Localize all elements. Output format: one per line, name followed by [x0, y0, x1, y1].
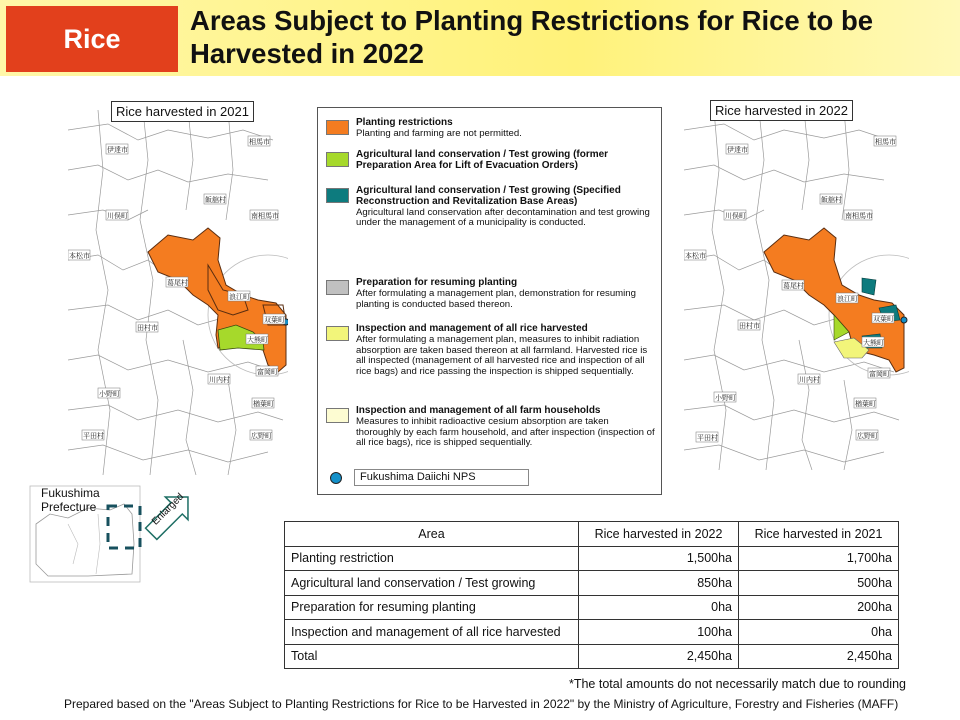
header-2022: Rice harvested in 2022: [579, 522, 739, 547]
svg-text:本松市: 本松市: [685, 252, 706, 260]
svg-text:田村市: 田村市: [739, 322, 760, 330]
svg-text:伊達市: 伊達市: [727, 146, 748, 154]
svg-text:田村市: 田村市: [137, 324, 158, 332]
legend-swatch: [326, 188, 349, 203]
value-2021: 500ha: [739, 571, 899, 596]
row-label: Inspection and management of all rice harvested: [285, 620, 579, 645]
legend-item-former-preparation: [326, 150, 656, 172]
table-row: [285, 571, 899, 596]
legend-swatch: [326, 326, 349, 341]
table-row: [285, 595, 899, 620]
area-table: [284, 521, 899, 669]
svg-text:浪江町: 浪江町: [837, 295, 858, 303]
svg-text:相馬市: 相馬市: [875, 138, 896, 146]
header-2021: Rice harvested in 2021: [739, 522, 899, 547]
svg-text:川内村: 川内村: [799, 376, 820, 384]
map-2022-label: Rice harvested in 2022: [710, 100, 853, 121]
legend-swatch: [326, 152, 349, 167]
svg-text:広野町: 広野町: [857, 432, 878, 440]
legend-desc: Measures to inhibit radioactive cesium absorption are taken thoroughly by each farm household, and after inspection (inspection of all rice bags), rice is shipped sequentially.: [356, 415, 655, 449]
legend-title: Planting restrictions: [356, 117, 453, 128]
legend-title: Inspection and management of all farm households: [356, 405, 601, 416]
legend-title: Agricultural land conservation / Test growing (former Preparation Area for Lift of Evacuation Orders): [356, 149, 609, 171]
svg-text:川俣町: 川俣町: [107, 212, 128, 220]
row-label: Planting restriction: [285, 546, 579, 571]
row-label: Total: [285, 644, 579, 669]
svg-text:大熊町: 大熊町: [247, 336, 268, 344]
svg-text:川俣町: 川俣町: [725, 212, 746, 220]
svg-text:飯舘村: 飯舘村: [821, 196, 842, 204]
svg-text:双葉町: 双葉町: [264, 316, 285, 324]
svg-text:楢葉町: 楢葉町: [253, 400, 274, 408]
value-2021: 0ha: [739, 620, 899, 645]
table-header-row: [285, 522, 899, 547]
prefecture-label: Fukushima Prefecture: [41, 486, 100, 514]
npp-label: Fukushima Daiichi NPS: [354, 469, 529, 486]
legend-desc: Planting and farming are not permitted.: [356, 127, 522, 139]
svg-text:小野町: 小野町: [99, 390, 120, 398]
map-2021-label: Rice harvested in 2021: [111, 101, 254, 122]
svg-text:広野町: 広野町: [251, 432, 272, 440]
svg-text:富岡町: 富岡町: [869, 370, 890, 378]
row-label: Preparation for resuming planting: [285, 595, 579, 620]
svg-text:楢葉町: 楢葉町: [855, 400, 876, 408]
value-2022: 850ha: [579, 571, 739, 596]
rounding-note: *The total amounts do not necessarily match due to rounding: [568, 677, 906, 691]
table-row: [285, 620, 899, 645]
legend-item-preparation-resuming: [326, 278, 656, 310]
value-2021: 200ha: [739, 595, 899, 620]
npp-icon: [330, 472, 342, 484]
svg-text:伊達市: 伊達市: [107, 146, 128, 154]
svg-text:双葉町: 双葉町: [873, 315, 894, 323]
map-2022: [684, 110, 909, 470]
legend-item-planting-restrictions: [326, 118, 656, 140]
svg-text:平田村: 平田村: [83, 432, 104, 440]
value-2021: 1,700ha: [739, 546, 899, 571]
legend-item-specified-reconstruction: [326, 186, 656, 229]
legend-title: Agricultural land conservation / Test growing (Specified Reconstruction and Revitalization Base Areas): [356, 185, 621, 207]
legend-swatch: [326, 408, 349, 423]
value-2022: 2,450ha: [579, 644, 739, 669]
legend-desc: After formulating a management plan, measures to inhibit radiation absorption are taken based thereon at all farmland. Harvested rice is all inspected (management of all harvested rice and inspection of all rice bags) and rice passing the inspection is shipped sequentially.: [356, 333, 648, 378]
value-2022: 100ha: [579, 620, 739, 645]
table-row-total: [285, 644, 899, 669]
svg-text:富岡町: 富岡町: [257, 368, 278, 376]
header-area: Area: [285, 522, 579, 547]
svg-text:飯舘村: 飯舘村: [205, 196, 226, 204]
page-title: Areas Subject to Planting Restrictions for Rice to be Harvested in 2022: [190, 5, 874, 69]
svg-text:本松市: 本松市: [69, 252, 90, 260]
value-2022: 0ha: [579, 595, 739, 620]
svg-text:葛尾村: 葛尾村: [783, 282, 804, 290]
row-label: Agricultural land conservation / Test growing: [285, 571, 579, 596]
legend-swatch: [326, 280, 349, 295]
legend-desc: After formulating a management plan, demonstration for resuming planting is conducted based thereon.: [356, 287, 636, 310]
svg-text:大熊町: 大熊町: [863, 339, 884, 347]
svg-text:南相馬市: 南相馬市: [251, 212, 279, 220]
svg-text:相馬市: 相馬市: [249, 138, 270, 146]
value-2021: 2,450ha: [739, 644, 899, 669]
svg-text:葛尾村: 葛尾村: [167, 279, 188, 287]
legend-panel: [317, 107, 662, 495]
table-row: [285, 546, 899, 571]
npp-marker: [901, 317, 907, 323]
svg-text:平田村: 平田村: [697, 434, 718, 442]
legend-title: Inspection and management of all rice harvested: [356, 323, 588, 334]
legend-swatch: [326, 120, 349, 135]
source-note: Prepared based on the "Areas Subject to Planting Restrictions for Rice to be Harvested in 2022" by the Ministry of Agriculture, Forestry and Fisheries (MAFF): [64, 697, 899, 711]
value-2022: 1,500ha: [579, 546, 739, 571]
enlarged-label: Enlarged: [149, 491, 187, 528]
svg-text:南相馬市: 南相馬市: [845, 212, 873, 220]
svg-text:川内村: 川内村: [209, 376, 230, 384]
svg-text:浪江町: 浪江町: [229, 293, 250, 301]
legend-title: Preparation for resuming planting: [356, 277, 518, 288]
legend-desc: Agricultural land conservation after decontamination and test growing under the management of a municipality is conducted.: [356, 206, 650, 229]
legend-item-inspection-rice: [326, 324, 656, 378]
map-2021: [68, 110, 288, 475]
category-badge: Rice: [6, 6, 178, 72]
header-band: [0, 0, 960, 76]
svg-text:小野町: 小野町: [715, 394, 736, 402]
legend-item-inspection-households: [326, 406, 656, 449]
